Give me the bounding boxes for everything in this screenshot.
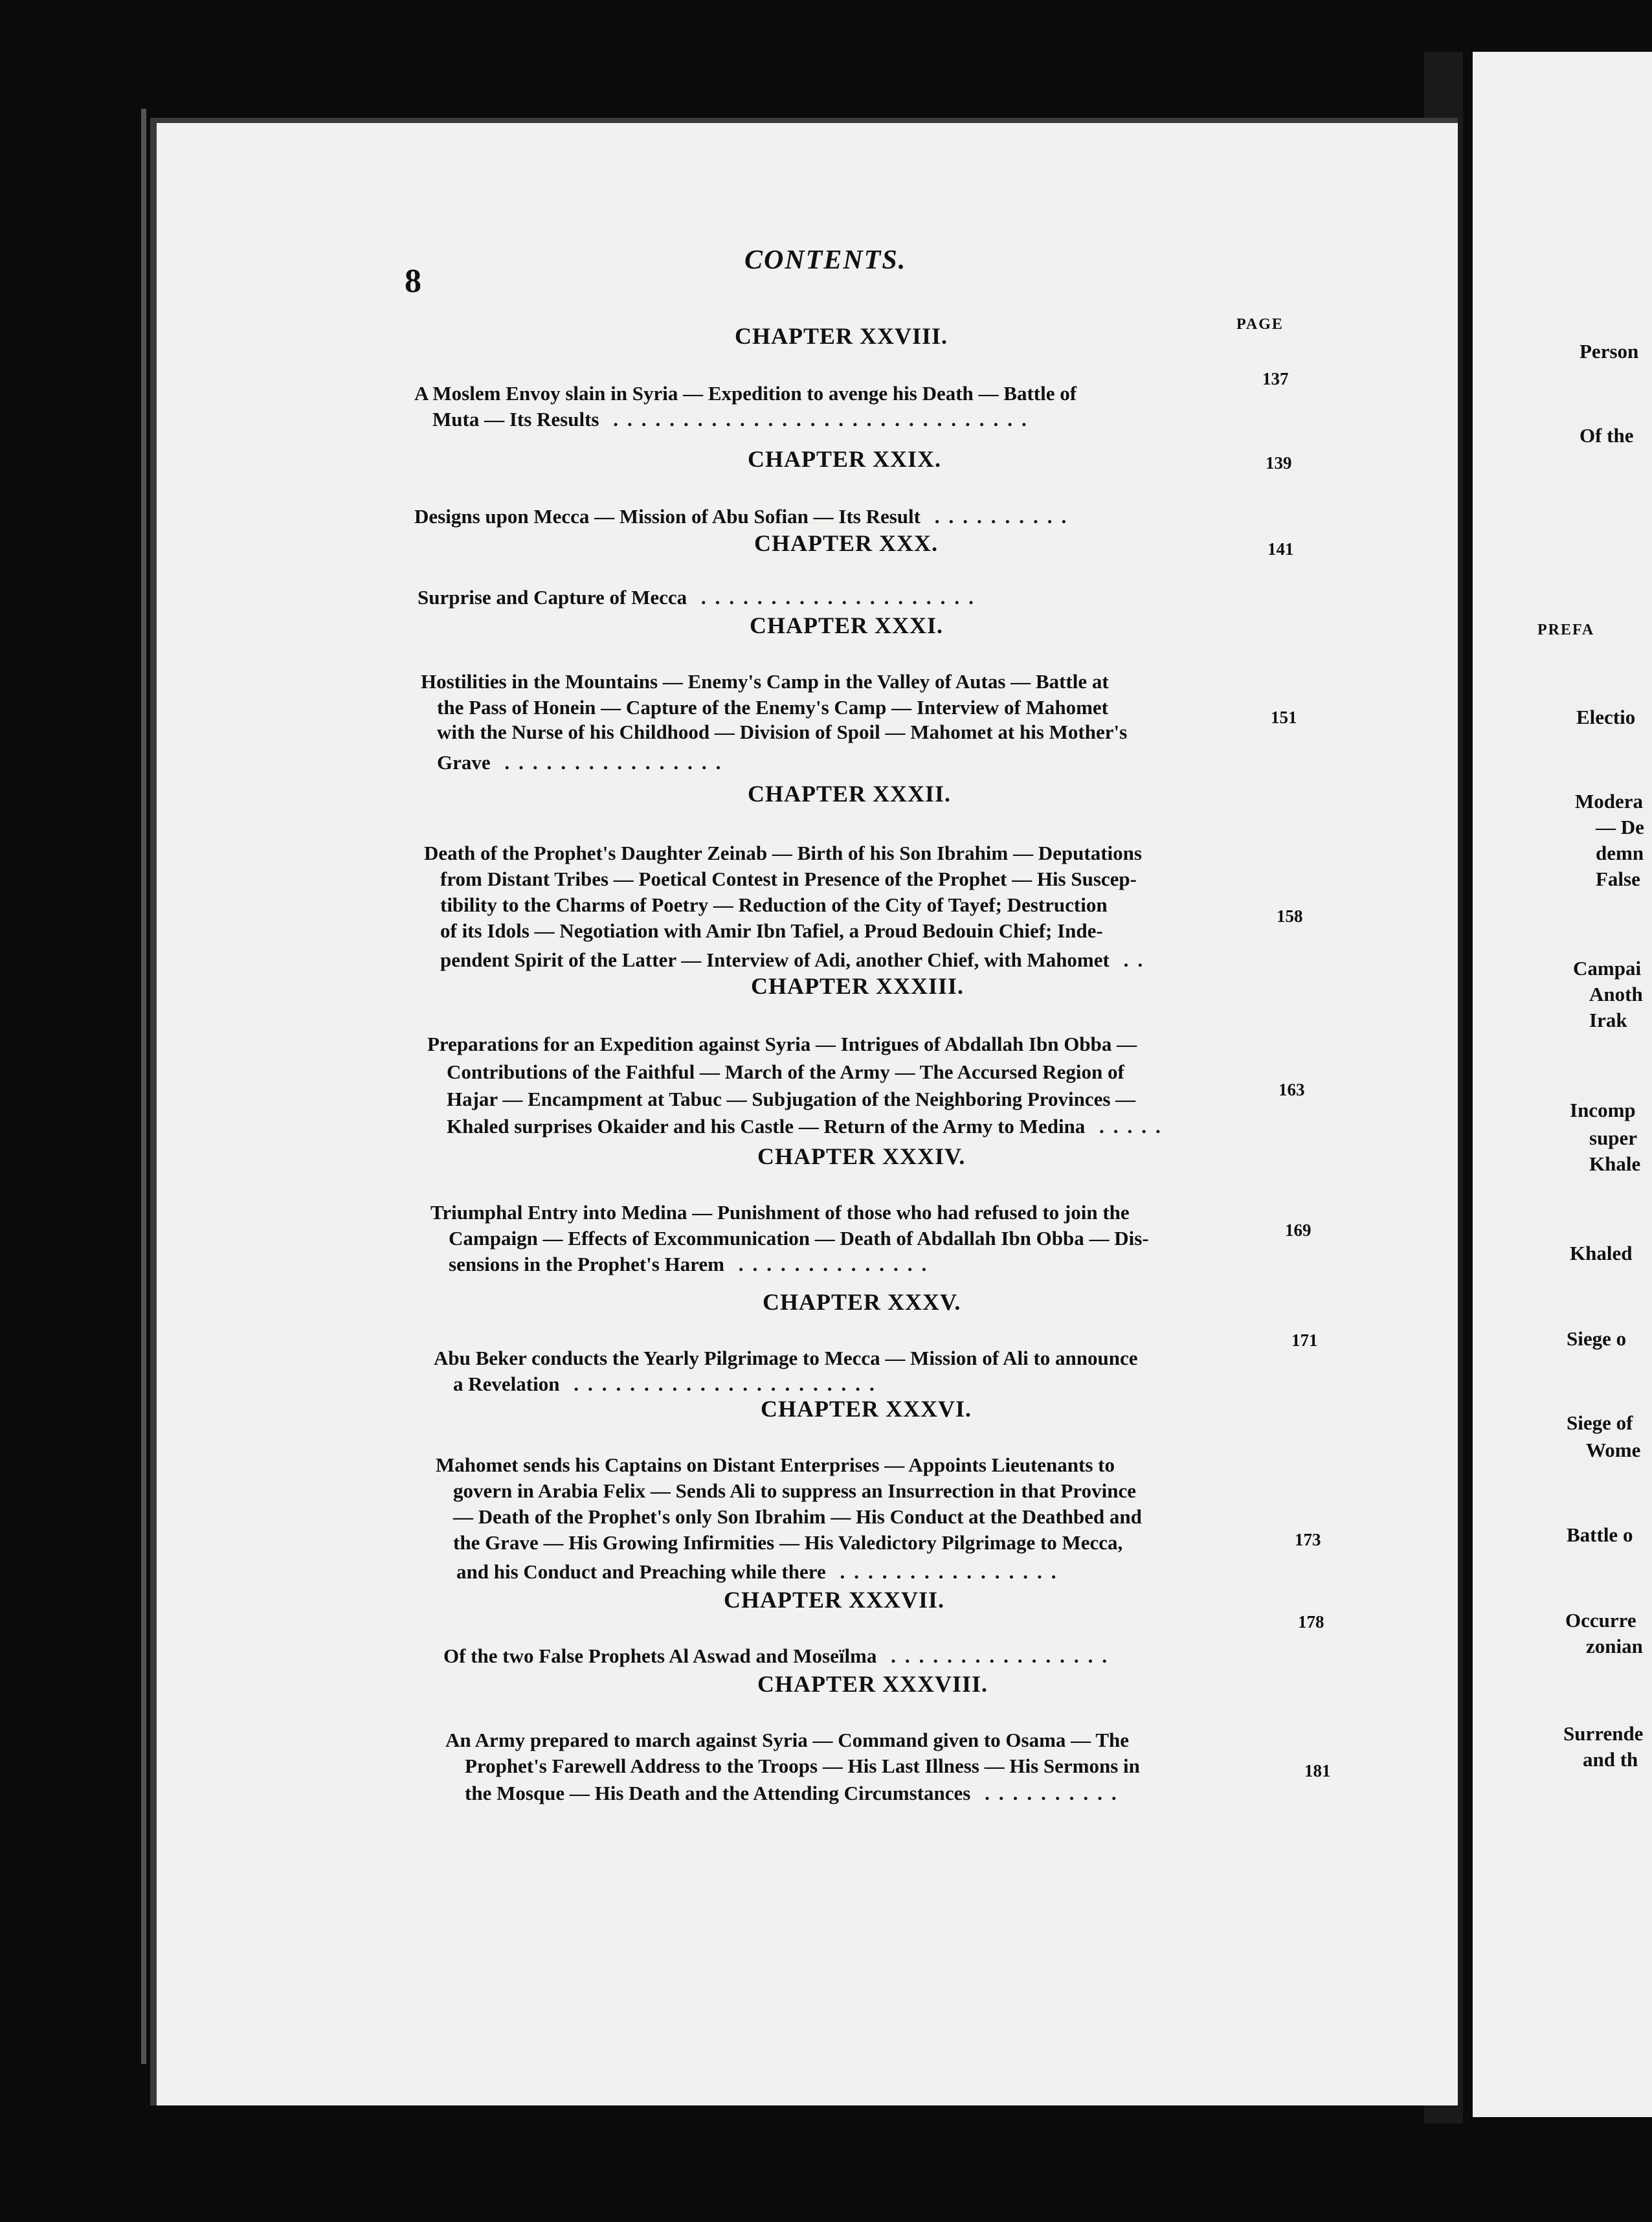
chapter-summary-line: Grave ................ xyxy=(437,751,730,774)
chapter-summary-line: a Revelation ...................... xyxy=(453,1373,884,1395)
page-reference: 163 xyxy=(1278,1080,1305,1099)
chapter-summary-line: Designs upon Mecca — Mission of Abu Sofian — Its Result .......... xyxy=(414,505,1076,528)
facing-page-fragment: Surrende xyxy=(1563,1722,1644,1745)
facing-page-fragment: Siege of xyxy=(1567,1411,1633,1434)
chapter-summary-line: Hostilities in the Mountains — Enemy's Camp in the Valley of Autas — Battle at xyxy=(421,670,1109,693)
chapter-heading: CHAPTER XXXV. xyxy=(763,1289,961,1315)
dot-leaders: .. xyxy=(1109,948,1152,971)
facing-page-fragment: demn xyxy=(1596,842,1644,864)
page-reference: 139 xyxy=(1266,453,1292,473)
running-title: CONTENTS. xyxy=(744,245,907,275)
chapter-summary-line: Preparations for an Expedition against Syria — Intrigues of Abdallah Ibn Obba — xyxy=(427,1033,1137,1055)
chapter-summary-line: Khaled surprises Okaider and his Castle — Return of the Army to Medina ..... xyxy=(447,1115,1170,1138)
page-reference: 158 xyxy=(1277,906,1303,926)
page-reference: 151 xyxy=(1271,708,1297,727)
chapter-summary-line: from Distant Tribes — Poetical Contest in Presence of the Prophet — His Suscep- xyxy=(440,868,1137,890)
dot-leaders: ................ xyxy=(876,1644,1117,1667)
page-column-label: PAGE xyxy=(1236,316,1284,333)
dot-leaders: ...................... xyxy=(559,1373,884,1395)
page-reference: 178 xyxy=(1298,1612,1324,1632)
chapter-summary-line: pendent Spirit of the Latter — Interview of Adi, another Chief, with Mahomet .. xyxy=(440,948,1152,971)
facing-page-fragment: Electio xyxy=(1576,706,1636,728)
chapter-summary-line: the Grave — His Growing Infirmities — His Valedictory Pilgrimage to Mecca, xyxy=(453,1531,1123,1554)
page-reference: 173 xyxy=(1295,1530,1321,1549)
chapter-summary-line: sensions in the Prophet's Harem .............. xyxy=(449,1253,936,1275)
facing-page-fragment: PREFA xyxy=(1537,622,1595,638)
page-number: 8 xyxy=(405,263,421,300)
chapter-summary-line: Of the two False Prophets Al Aswad and Moseïlma ................ xyxy=(443,1644,1117,1667)
dot-leaders: .................... xyxy=(687,586,983,609)
facing-page-fragment: Person xyxy=(1579,340,1639,363)
facing-page-fragment: Khale xyxy=(1589,1152,1641,1175)
facing-page-fragment: super xyxy=(1589,1127,1638,1149)
chapter-heading: CHAPTER XXXVI. xyxy=(761,1396,972,1422)
page-reference: 141 xyxy=(1267,539,1294,559)
chapter-summary-line: Contributions of the Faithful — March of the Army — The Accursed Region of xyxy=(447,1060,1124,1083)
facing-page-fragment: Incomp xyxy=(1570,1099,1636,1121)
chapter-heading: CHAPTER XXXVII. xyxy=(724,1587,945,1613)
chapter-summary-line: govern in Arabia Felix — Sends Ali to suppress an Insurrection in that Province xyxy=(453,1479,1136,1502)
chapter-summary-line: Surprise and Capture of Mecca .................... xyxy=(418,586,983,609)
facing-page-fragment: Wome xyxy=(1586,1439,1641,1461)
dot-leaders: .......... xyxy=(920,505,1076,528)
chapter-heading: CHAPTER XXXI. xyxy=(750,612,944,638)
chapter-summary-line: tibility to the Charms of Poetry — Reduction of the City of Tayef; Destruction xyxy=(440,893,1108,916)
facing-page-fragment: Battle o xyxy=(1567,1523,1633,1546)
facing-page-fragment: Irak xyxy=(1589,1009,1627,1031)
chapter-summary-line: the Mosque — His Death and the Attending Circumstances .......... xyxy=(465,1782,1126,1804)
chapter-summary-line: Campaign — Effects of Excommunication — Death of Abdallah Ibn Obba — Dis- xyxy=(449,1227,1149,1250)
chapter-summary-line: Mahomet sends his Captains on Distant Enterprises — Appoints Lieutenants to xyxy=(436,1453,1115,1476)
facing-page-fragment: Occurre xyxy=(1565,1609,1636,1632)
chapter-summary-line: A Moslem Envoy slain in Syria — Expedition to avenge his Death — Battle of xyxy=(414,382,1077,405)
dot-leaders: .......... xyxy=(970,1782,1126,1804)
chapter-summary-line: Triumphal Entry into Medina — Punishment of those who had refused to join the xyxy=(430,1201,1130,1224)
dot-leaders: .............. xyxy=(724,1253,936,1275)
page-reference: 137 xyxy=(1262,369,1289,388)
chapter-summary-line: Abu Beker conducts the Yearly Pilgrimage to Mecca — Mission of Ali to announce xyxy=(434,1347,1138,1369)
facing-page-fragment: — De xyxy=(1596,816,1644,838)
page-reference: 171 xyxy=(1291,1330,1318,1350)
facing-page-fragment: and th xyxy=(1583,1748,1638,1771)
dot-leaders: ................ xyxy=(490,751,730,774)
chapter-heading: CHAPTER XXIX. xyxy=(748,446,942,472)
chapter-heading: CHAPTER XXX. xyxy=(754,530,939,556)
chapter-summary-line: — Death of the Prophet's only Son Ibrahim — His Conduct at the Deathbed and xyxy=(453,1505,1142,1528)
chapter-summary-line: the Pass of Honein — Capture of the Enemy's Camp — Interview of Mahomet xyxy=(437,696,1108,719)
facing-page-fragment: False xyxy=(1596,868,1640,890)
chapter-summary-line: with the Nurse of his Childhood — Division of Spoil — Mahomet at his Mother's xyxy=(437,721,1128,743)
dot-leaders: ..... xyxy=(1085,1115,1170,1138)
facing-page-fragment: zonian xyxy=(1586,1635,1643,1657)
chapter-summary-line: An Army prepared to march against Syria — Command given to Osama — The xyxy=(445,1729,1130,1751)
facing-page-fragment: Khaled xyxy=(1570,1242,1633,1264)
page-reference: 169 xyxy=(1285,1220,1312,1240)
chapter-heading: CHAPTER XXXVIII. xyxy=(757,1671,988,1697)
facing-page-fragment: Modera xyxy=(1575,790,1644,813)
chapter-summary-line: of its Idols — Negotiation with Amir Ibn Tafiel, a Proud Bedouin Chief; Inde- xyxy=(440,919,1103,942)
chapter-summary-line: Muta — Its Results .............................. xyxy=(432,408,1036,431)
chapter-heading: CHAPTER XXXIII. xyxy=(751,973,965,999)
chapter-heading: CHAPTER XXXII. xyxy=(748,781,952,807)
chapter-summary-line: Death of the Prophet's Daughter Zeinab — Birth of his Son Ibrahim — Deputations xyxy=(424,842,1142,864)
chapter-heading: CHAPTER XXXIV. xyxy=(757,1143,966,1169)
dot-leaders: .............................. xyxy=(599,408,1036,431)
dot-leaders: ................ xyxy=(825,1560,1066,1583)
chapter-summary-line: and his Conduct and Preaching while there ................ xyxy=(456,1560,1066,1583)
chapter-summary-line: Prophet's Farewell Address to the Troops — His Last Illness — His Sermons in xyxy=(465,1755,1140,1777)
facing-page-fragment: Of the xyxy=(1579,424,1634,447)
chapter-summary-line: Hajar — Encampment at Tabuc — Subjugation of the Neighboring Provinces — xyxy=(447,1088,1136,1110)
facing-page-fragment: Anoth xyxy=(1589,983,1643,1005)
facing-page-fragment: Campai xyxy=(1573,957,1642,980)
page-edge xyxy=(141,109,146,2064)
facing-page-fragment: Siege o xyxy=(1567,1327,1627,1350)
page-reference: 181 xyxy=(1304,1761,1331,1780)
chapter-heading: CHAPTER XXVIII. xyxy=(735,323,948,349)
